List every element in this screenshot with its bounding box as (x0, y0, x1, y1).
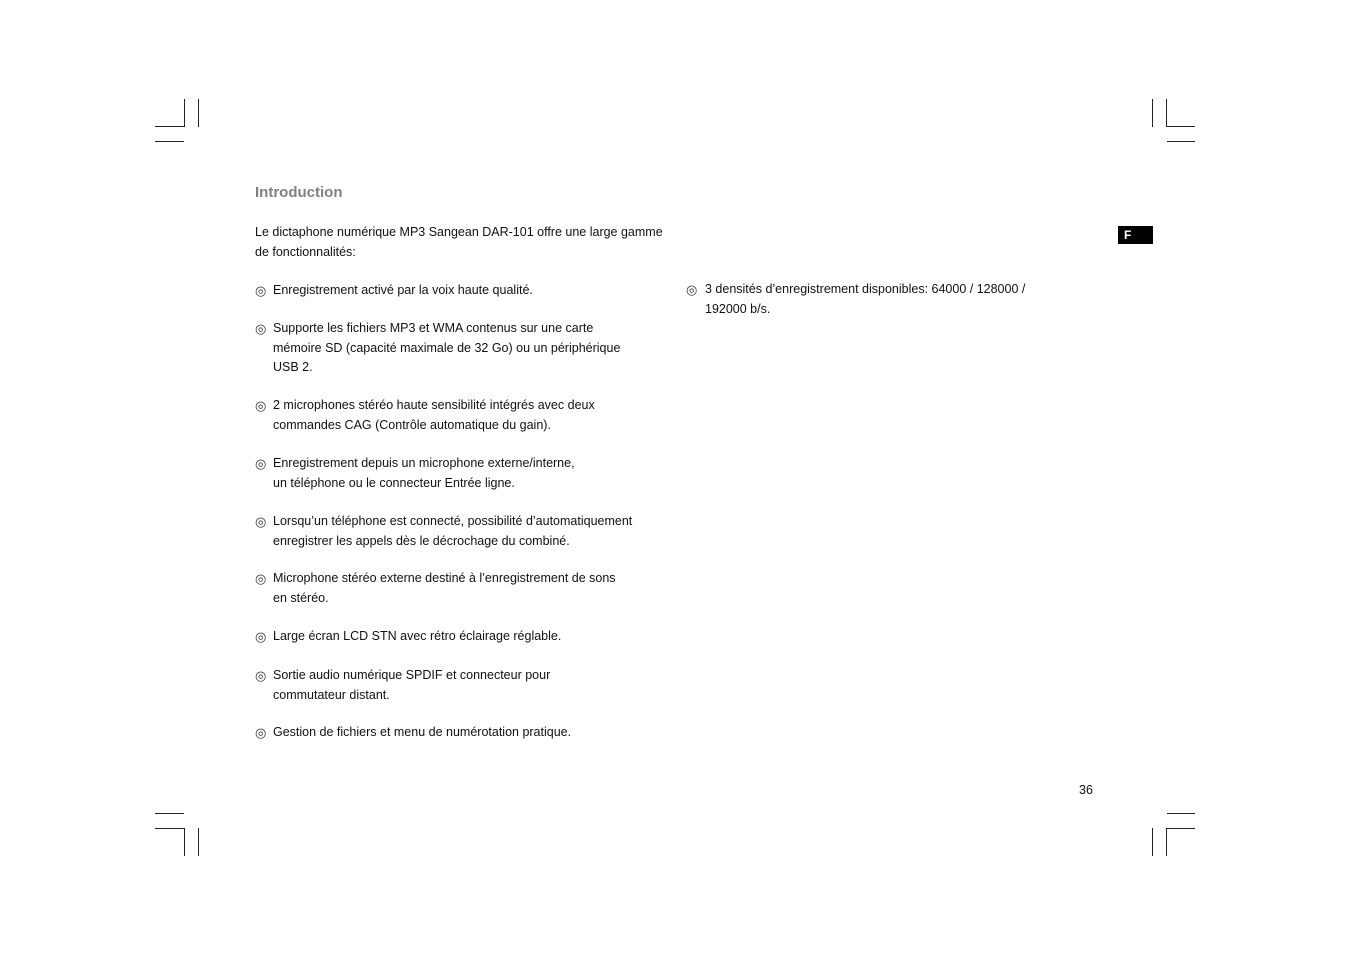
language-tab: F (1118, 226, 1153, 244)
list-item: ◎ Enregistrement activé par la voix haute qualité. (255, 281, 675, 301)
bullet-icon: ◎ (255, 571, 267, 586)
page-number: 36 (1079, 783, 1093, 797)
list-item: ◎ Large écran LCD STN avec rétro éclairage réglable. (255, 627, 675, 647)
bullet-icon: ◎ (686, 282, 698, 297)
bullet-icon: ◎ (255, 398, 267, 413)
list-item: ◎ 3 densités d’enregistrement disponibles: 64000 / 128000 / 192000 b/s. (686, 282, 1026, 316)
bullet-icon: ◎ (255, 321, 267, 336)
bullet-icon: ◎ (255, 283, 267, 298)
list-item: ◎ 2 microphones stéréo haute sensibilité intégrés avec deux commandes CAG (Contrôle automatique du gain). (255, 398, 595, 432)
bullet-icon: ◎ (255, 629, 267, 644)
list-item: ◎ Supporte les fichiers MP3 et WMA contenus sur une carte mémoire SD (capacité maximale de 32 Go) ou un périphérique USB 2. (255, 321, 621, 374)
bullet-icon: ◎ (255, 514, 267, 529)
list-item: ◎ Sortie audio numérique SPDIF et connecteur pour commutateur distant. (255, 668, 551, 702)
list-item: ◎ Microphone stéréo externe destiné à l’enregistrement de sons en stéréo. (255, 571, 616, 605)
list-item: ◎ Gestion de fichiers et menu de numérotation pratique. (255, 723, 675, 743)
bullet-icon: ◎ (255, 668, 267, 683)
list-item: ◎ Lorsqu’un téléphone est connecté, possibilité d’automatiquement enregistrer les appels dès le décrochage du combiné. (255, 514, 633, 548)
page-title: Introduction (255, 184, 343, 201)
bullet-icon: ◎ (255, 725, 267, 740)
intro-paragraph: Le dictaphone numérique MP3 Sangean DAR-101 offre une large gamme de fonctionnalités: (255, 225, 663, 259)
list-item: ◎ Enregistrement depuis un microphone externe/interne, un téléphone ou le connecteur Entrée ligne. (255, 456, 575, 490)
bullet-icon: ◎ (255, 456, 267, 471)
